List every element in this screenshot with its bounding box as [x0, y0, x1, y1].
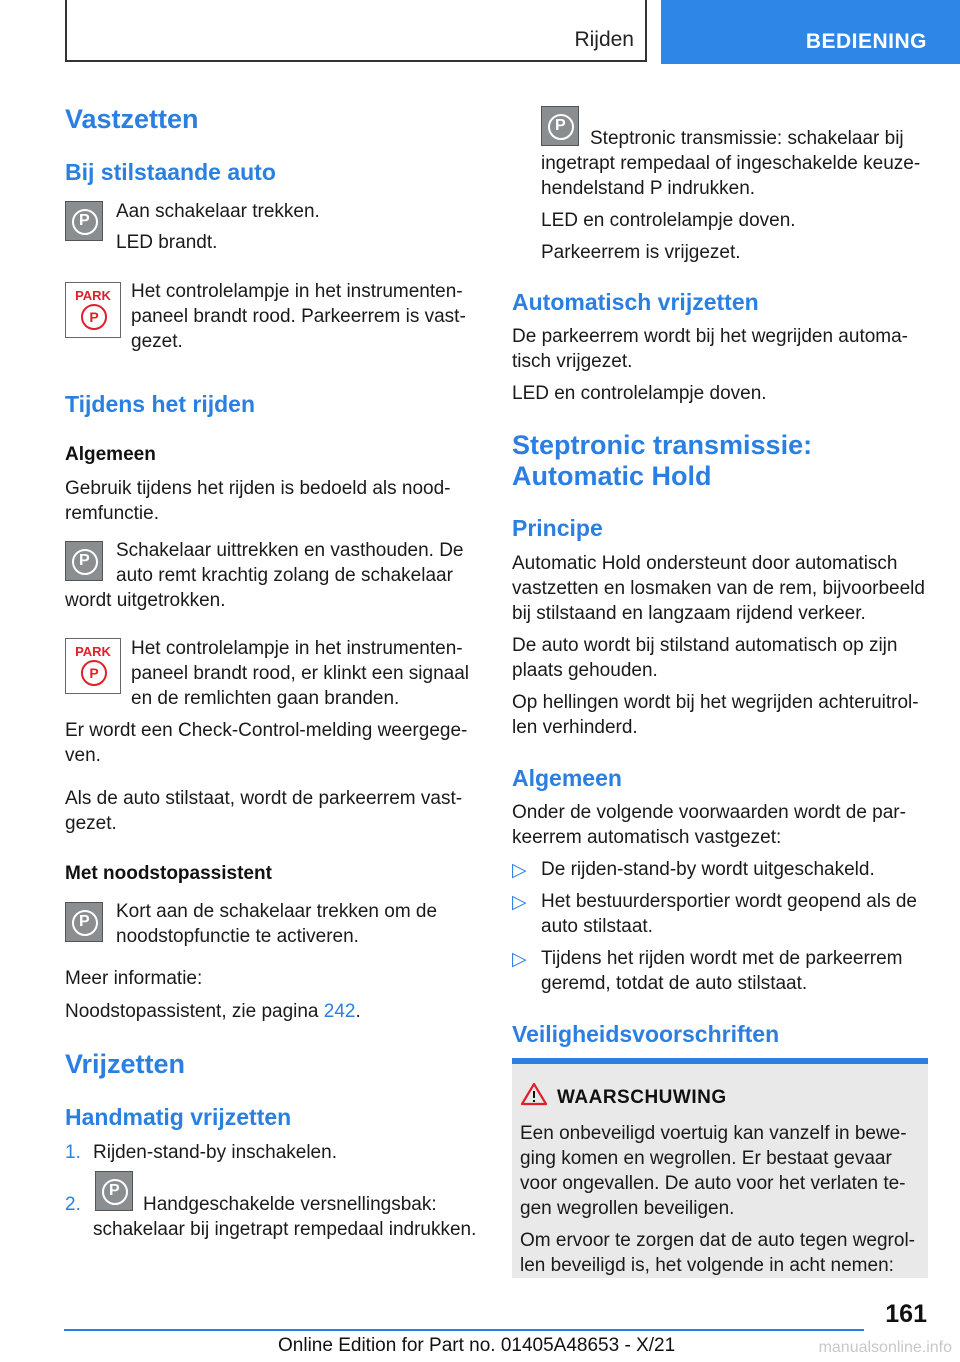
text-line: tisch vrijgezet.	[512, 351, 633, 372]
text-line: paneel brandt rood. Parkeerrem is vast-	[131, 306, 466, 327]
text-line: paneel brandt rood, er klinkt een signaal	[131, 663, 470, 684]
step-text: Handgeschakelde versnellingsbak:	[143, 1194, 437, 1215]
warning-triangle-icon	[520, 1082, 548, 1106]
page-number: 161	[885, 1300, 927, 1328]
warning-text: ging komen en wegrollen. Er bestaat gevaar	[520, 1148, 892, 1169]
header-frame	[65, 0, 647, 62]
text-line: Parkeerrem is vrijgezet.	[541, 242, 741, 263]
warning-text: len beveiligd is, het volgende in acht nemen:	[520, 1255, 894, 1276]
text-line: LED en controlelampje doven.	[541, 210, 796, 231]
cross-reference: Noodstopassistent, zie pagina 242.	[65, 1001, 361, 1022]
parking-brake-switch-icon: P	[95, 1171, 133, 1211]
text-line: remfunctie.	[65, 503, 159, 524]
bullet-triangle-icon: ▷	[512, 949, 527, 970]
text-line: keerrem automatisch vastgezet:	[512, 827, 782, 848]
text-line: Het controlelampje in het instrumenten-	[131, 638, 463, 659]
heading-vrijzetten: Vrijzetten	[65, 1049, 186, 1079]
text-line: Het controlelampje in het instrumenten-	[131, 281, 463, 302]
footer-divider	[64, 1329, 864, 1331]
chapter-label: BEDIENING	[805, 30, 927, 53]
warning-text: Een onbeveiligd voertuig kan vanzelf in bewe-	[520, 1123, 907, 1144]
text-line: ven.	[65, 745, 101, 766]
text-line: Als de auto stilstaat, wordt de parkeerrem vast-	[65, 788, 463, 809]
warning-text: Om ervoor te zorgen dat de auto tegen wegrol-	[520, 1230, 916, 1251]
header-chapter-tab	[661, 0, 960, 64]
text-line: auto remt krachtig zolang de schakelaar	[116, 565, 453, 586]
text-line: Gebruik tijdens het rijden is bedoeld als nood-	[65, 478, 451, 499]
text-line: Er wordt een Check-Control-melding weergege-	[65, 720, 468, 741]
warning-text: gen wegrollen beveiligen.	[520, 1198, 735, 1219]
bullet-triangle-icon: ▷	[512, 860, 527, 881]
page-link[interactable]: 242	[323, 1001, 356, 1022]
park-warning-light-icon: PARK P	[65, 638, 121, 694]
step-text: Rijden-stand-by inschakelen.	[93, 1142, 337, 1163]
step-text: schakelaar bij ingetrapt rempedaal indrukken.	[93, 1219, 477, 1240]
parking-brake-switch-icon: P	[65, 201, 103, 241]
text-line: wordt uitgetrokken.	[65, 590, 226, 611]
text-line: len verhinderd.	[512, 717, 638, 738]
heading-bij-stilstaande-auto: Bij stilstaande auto	[65, 159, 276, 185]
park-warning-light-icon: PARK P	[65, 282, 121, 338]
heading-handmatig-vrijzetten: Handmatig vrijzetten	[65, 1104, 292, 1130]
heading-vastzetten: Vastzetten	[65, 104, 199, 134]
step-number: 2.	[65, 1194, 81, 1215]
text-line: plaats gehouden.	[512, 660, 658, 681]
heading-automatisch-vrijzetten: Automatisch vrijzetten	[512, 289, 759, 315]
heading-veiligheidsvoorschriften: Veiligheidsvoorschriften	[512, 1021, 780, 1047]
heading-tijdens-het-rijden: Tijdens het rijden	[65, 391, 255, 417]
heading-automatic-hold: Automatic Hold	[512, 461, 712, 491]
text-line: Aan schakelaar trekken.	[116, 201, 320, 222]
text-line: noodstopfunctie te activeren.	[116, 926, 359, 947]
heading-principe: Principe	[512, 515, 603, 541]
text-line: Meer informatie:	[65, 968, 203, 989]
text-line: bij stilstaand en langzaam rijdend verkeer.	[512, 603, 866, 624]
footer-edition: Online Edition for Part no. 01405A48653 - X/21	[278, 1335, 676, 1356]
text-line: gezet.	[131, 331, 183, 352]
text-line: Op hellingen wordt bij het wegrijden achteruitrol-	[512, 692, 919, 713]
text-line: LED brandt.	[116, 232, 218, 253]
heading-steptronic-transmissie: Steptronic transmissie:	[512, 430, 813, 460]
text-line: De auto wordt bij stilstand automatisch op zijn	[512, 635, 898, 656]
warning-text: voor ongevallen. De auto voor het verlaten te-	[520, 1173, 906, 1194]
text-line: vastzetten en losmaken van de rem, bijvoorbeeld	[512, 578, 925, 599]
parking-brake-switch-icon: P	[65, 541, 103, 581]
text-line: ingetrapt rempedaal of ingeschakelde keuze-	[541, 153, 921, 174]
text-line: LED en controlelampje doven.	[512, 383, 767, 404]
text-line: Automatic Hold ondersteunt door automatisch	[512, 553, 898, 574]
warning-title: WAARSCHUWING	[557, 1087, 727, 1108]
list-item: Tijdens het rijden wordt met de parkeerrem	[541, 948, 903, 969]
list-item: auto stilstaat.	[541, 916, 653, 937]
header-section: Rijden	[574, 28, 634, 51]
text-line: en de remlichten gaan branden.	[131, 688, 400, 709]
step-number: 1.	[65, 1142, 81, 1163]
parking-brake-switch-icon: P	[65, 902, 103, 942]
heading-algemeen-right: Algemeen	[512, 765, 622, 791]
parking-brake-switch-icon: P	[541, 106, 579, 146]
text-line: Kort aan de schakelaar trekken om de	[116, 901, 438, 922]
text-line: Steptronic transmissie: schakelaar bij	[590, 128, 904, 149]
text-line: Onder de volgende voorwaarden wordt de par-	[512, 802, 906, 823]
list-item: De rijden-stand-by wordt uitgeschakeld.	[541, 859, 875, 880]
heading-met-noodstopassistent: Met noodstopassistent	[65, 863, 272, 884]
text-line: Schakelaar uittrekken en vasthouden. De	[116, 540, 464, 561]
bullet-triangle-icon: ▷	[512, 892, 527, 913]
text-line: De parkeerrem wordt bij het wegrijden automa-	[512, 326, 909, 347]
text-line: hendelstand P indrukken.	[541, 178, 756, 199]
heading-algemeen: Algemeen	[65, 444, 156, 465]
list-item: geremd, totdat de auto stilstaat.	[541, 973, 808, 994]
watermark: manualsonline.info	[818, 1339, 952, 1356]
list-item: Het bestuurdersportier wordt geopend als de	[541, 891, 918, 912]
text-line: gezet.	[65, 813, 117, 834]
